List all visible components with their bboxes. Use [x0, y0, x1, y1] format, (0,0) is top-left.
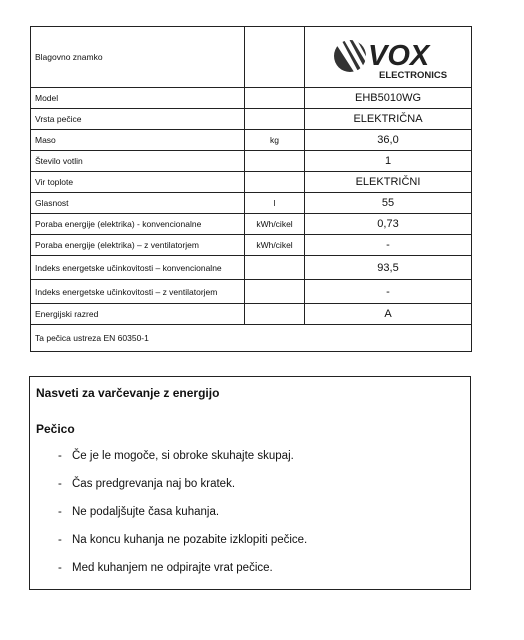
footer-row [31, 325, 472, 352]
list-item [30, 477, 470, 505]
spec-row [31, 256, 472, 280]
bullet-dash: - [58, 506, 62, 518]
row-value: - [305, 280, 472, 304]
bullet-dash: - [58, 450, 62, 462]
spec-row [31, 235, 472, 256]
row-value: 36,0 [305, 130, 472, 151]
spec-row [31, 172, 472, 193]
row-unit: kg [245, 130, 305, 151]
row-value: ELEKTRIČNA [305, 109, 472, 130]
product-spec-table [30, 26, 472, 352]
row-value: 0,73 [305, 214, 472, 235]
row-unit [245, 280, 305, 304]
advice-subtitle: Pečico [36, 422, 75, 436]
tip-text: Na koncu kuhanja ne pozabite izklopiti pečice. [72, 534, 308, 546]
spec-row [31, 193, 472, 214]
bullet-dash: - [58, 478, 62, 490]
spec-row [31, 151, 472, 172]
spec-row [31, 130, 472, 151]
tip-text: Med kuhanjem ne odpirajte vrat pečice. [72, 562, 273, 574]
bullet-dash: - [58, 534, 62, 546]
row-label: Vrsta pečice [31, 109, 245, 130]
tip-text: Čas predgrevanja naj bo kratek. [72, 478, 236, 490]
row-label: Model [31, 88, 245, 109]
spec-row [31, 109, 472, 130]
row-unit [245, 151, 305, 172]
row-value: ELEKTRIČNI [305, 172, 472, 193]
list-item [30, 449, 470, 477]
row-unit [245, 88, 305, 109]
row-value: 55 [305, 193, 472, 214]
row-unit [245, 172, 305, 193]
row-label: Poraba energije (elektrika) - konvencionalne [31, 214, 245, 235]
row-value: - [305, 235, 472, 256]
row-label: Indeks energetske učinkovitosti – konvencionalne [31, 256, 245, 280]
list-item [30, 561, 470, 589]
row-unit [245, 109, 305, 130]
row-value: 1 [305, 151, 472, 172]
globe-icon [334, 39, 368, 75]
tip-text: Če je le mogoče, si obroke skuhajte skupaj. [72, 450, 294, 462]
spec-row [31, 214, 472, 235]
brand-unit [245, 27, 305, 88]
vox-logo [330, 31, 450, 83]
advice-title: Nasveti za varčevanje z energijo [36, 386, 220, 400]
row-unit [245, 304, 305, 325]
row-unit: kWh/cikel [245, 214, 305, 235]
logo-subtext: ELECTRONICS [379, 70, 448, 81]
row-unit [245, 256, 305, 280]
brand-row [31, 27, 472, 88]
list-item [30, 505, 470, 533]
list-item [30, 533, 470, 561]
row-label: Število votlin [31, 151, 245, 172]
brand-logo-cell [305, 27, 472, 88]
row-value: A [305, 304, 472, 325]
row-label: Indeks energetske učinkovitosti – z ventilatorjem [31, 280, 245, 304]
tip-text: Ne podaljšujte časa kuhanja. [72, 506, 220, 518]
spec-row [31, 88, 472, 109]
bullet-dash: - [58, 562, 62, 574]
row-label: Poraba energije (elektrika) – z ventilatorjem [31, 235, 245, 256]
row-value: 93,5 [305, 256, 472, 280]
row-label: Vir toplote [31, 172, 245, 193]
spec-row [31, 304, 472, 325]
row-value: EHB5010WG [305, 88, 472, 109]
standard-note: Ta pečica ustreza EN 60350-1 [31, 325, 472, 352]
spec-row [31, 280, 472, 304]
energy-saving-tips-box [29, 376, 471, 590]
row-label: Glasnost [31, 193, 245, 214]
brand-label: Blagovno znamko [31, 27, 245, 88]
logo-text: VOX [368, 40, 430, 72]
row-label: Energijski razred [31, 304, 245, 325]
tips-list [30, 449, 470, 589]
row-unit: l [245, 193, 305, 214]
row-unit: kWh/cikel [245, 235, 305, 256]
row-label: Maso [31, 130, 245, 151]
